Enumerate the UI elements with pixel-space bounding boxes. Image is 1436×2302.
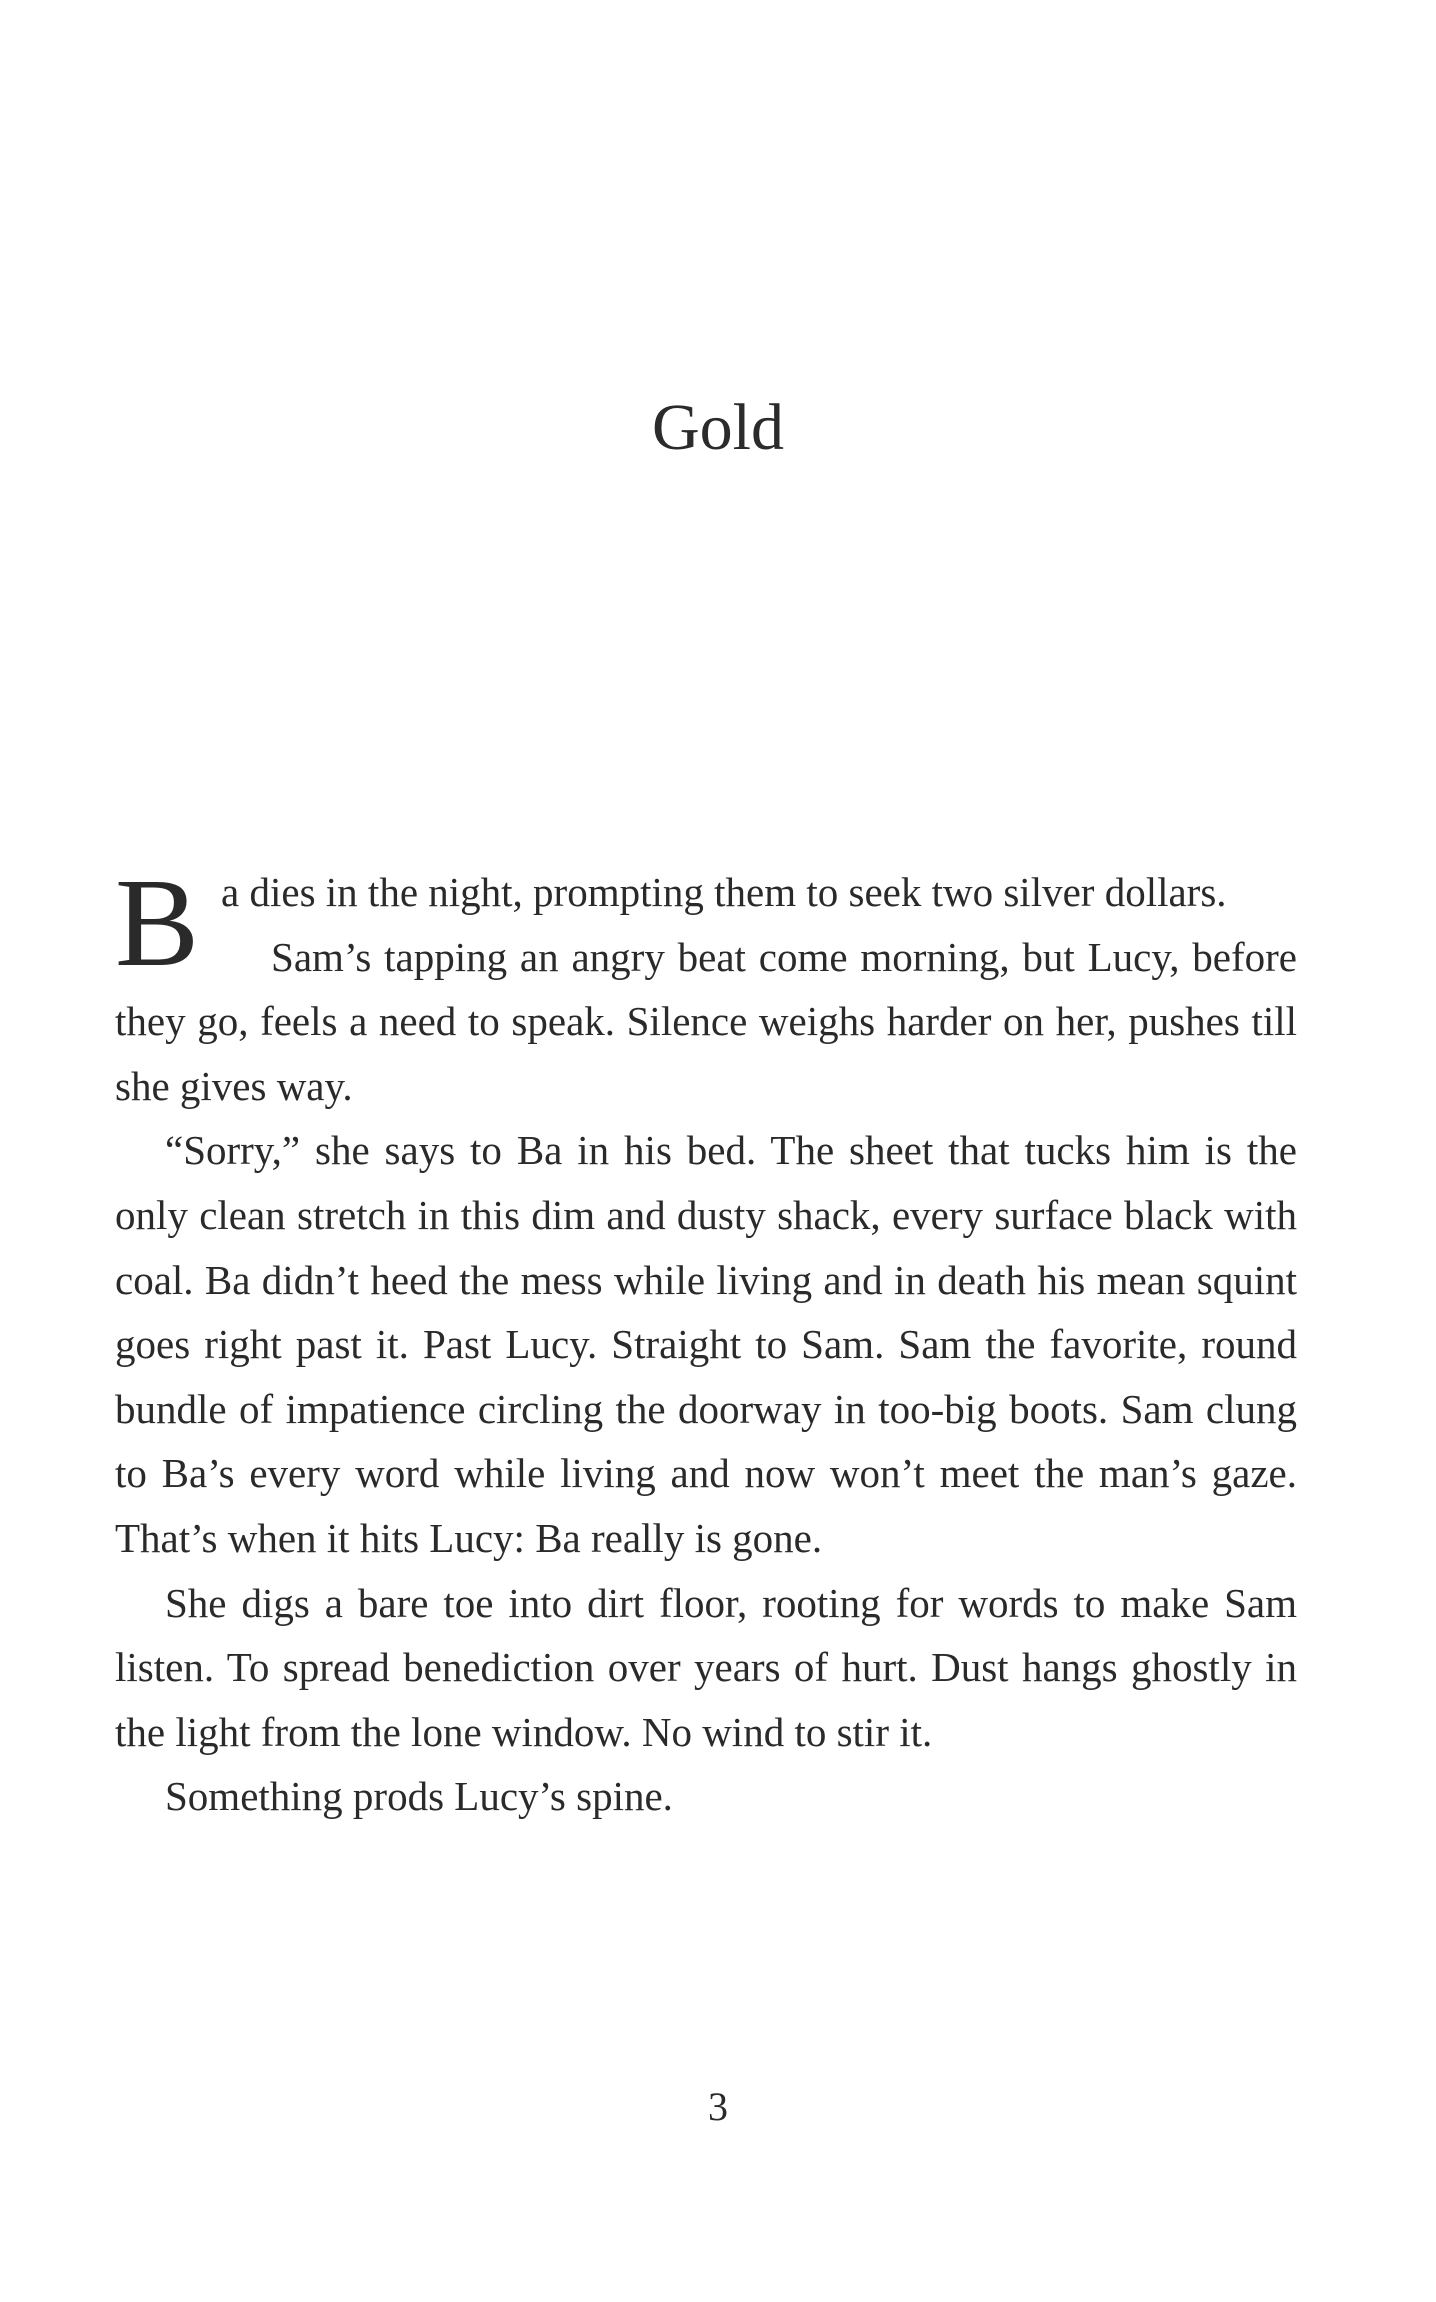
page-number: 3 (708, 2084, 728, 2129)
paragraph-3: “Sorry,” she says to Ba in his bed. The sheet that tucks him is the only clean stretch in this dim and dusty shack, every surface black with coal. Ba didn’t heed the mess while living and in death his mean squint goes right past it. Past Lucy. Straight to Sam. Sam the favorite, round bundle of impatience circling the doorway in too-big boots. Sam clung to Ba’s every word while living and now won’t meet the man’s gaze. That’s when it hits Lucy: Ba really is gone. (115, 1127, 1297, 1561)
paragraph-5: Something prods Lucy’s spine. (165, 1773, 673, 1820)
paragraph-1-text: a dies in the night, prompting them to seek two silver dollars. (221, 869, 1227, 915)
chapter-title: Gold (652, 391, 784, 464)
paragraph-4: She digs a bare toe into dirt floor, rooting for words to make Sam listen. To spread benediction over years of hurt. Dust hangs ghostly in the light from the lone window. No wind to stir it. (115, 1579, 1297, 1755)
paragraph-1 (115, 854, 1297, 993)
paragraph-2: Sam’s tapping an angry beat come morning, but Lucy, before they go, feels a need to speak. Silence weighs harder on her, pushes till she gives way. (115, 933, 1297, 1109)
chapter-body (115, 854, 1297, 1829)
drop-cap: B (115, 854, 200, 993)
